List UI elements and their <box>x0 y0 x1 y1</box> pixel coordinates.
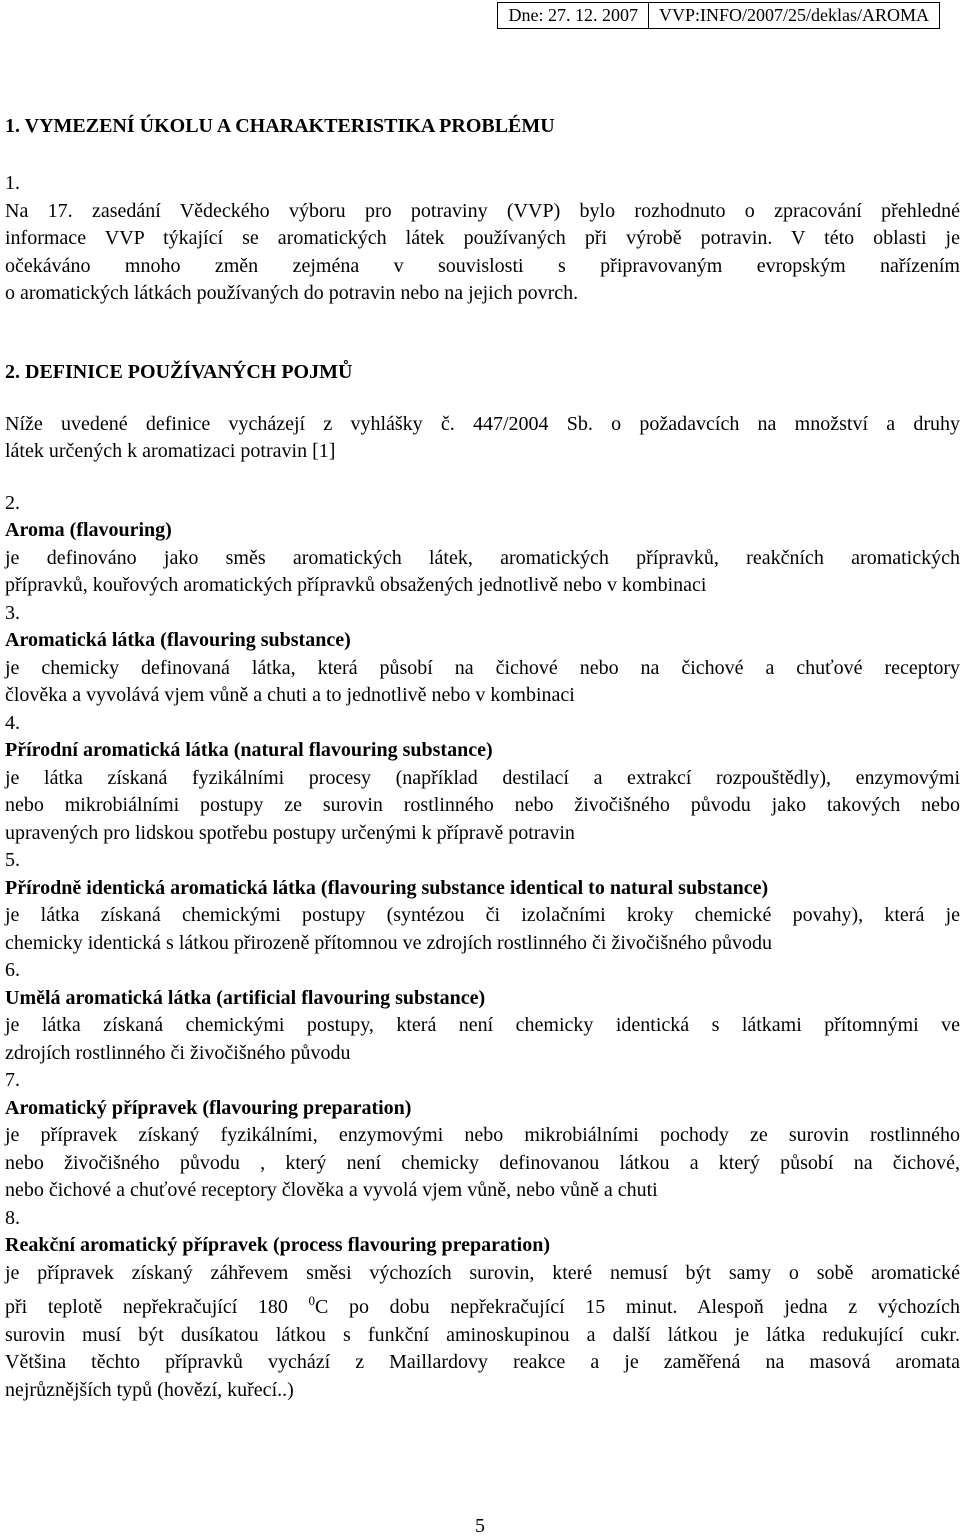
paragraph-line: očekáváno mnoho změn zejména v souvislosti s připravovaným evropským nařízením <box>5 254 960 277</box>
definition-line: surovin musí být dusíkatou látkou s funkční aminoskupinou a další látkou je látka redukující cukr. <box>5 1323 960 1346</box>
definition-line: nebo živočišného původu , který není chemicky definovanou látkou a který působí na čichové, <box>5 1151 960 1174</box>
definition-number: 7. <box>5 1069 20 1091</box>
definition-number: 5. <box>5 849 20 871</box>
definition-term: Přírodní aromatická látka (natural flavouring substance) <box>5 739 493 761</box>
definition-line: nejrůznějších typů (hovězí, kuřecí..) <box>5 1378 294 1401</box>
definition-number: 3. <box>5 601 20 624</box>
section2-intro <box>5 411 960 466</box>
definition-line: je látka získaná fyzikálními procesy (například destilací a extrakcí rozpouštědly), enzymovými <box>5 766 960 789</box>
definition-line <box>5 1287 960 1322</box>
paragraph-line: Na 17. zasedání Vědeckého výboru pro potraviny (VVP) bylo rozhodnuto o zpracování přehledné <box>5 199 960 222</box>
definition-number: 4. <box>5 711 20 734</box>
paragraph-line: Níže uvedené definice vycházejí z vyhlášky č. 447/2004 Sb. o požadavcích na množství a druhy <box>5 412 960 435</box>
definition-term: Umělá aromatická látka (artificial flavouring substance) <box>5 986 486 1009</box>
document-header <box>497 2 940 29</box>
definition-number: 8. <box>5 1206 20 1229</box>
definition-line: zdrojích rostlinného či živočišného původu <box>5 1041 351 1064</box>
definition-item <box>5 1205 960 1405</box>
definition-item <box>5 1067 960 1205</box>
definition-term: Aromatický přípravek (flavouring preparation) <box>5 1096 412 1119</box>
paragraph-line: látek určených k aromatizaci potravin [1] <box>5 440 336 462</box>
definition-number: 2. <box>5 491 20 514</box>
definition-item <box>5 490 960 600</box>
section1-number: 1. <box>5 172 20 194</box>
section1-heading: 1. VYMEZENÍ ÚKOLU A CHARAKTERISTIKA PROBLÉMU <box>5 115 555 137</box>
definition-item <box>5 600 960 710</box>
definition-line: je látka získaná chemickými postupy (syntézou či izolačními kroky chemické povahy), která je <box>5 904 960 926</box>
definition-line: nebo mikrobiálními postupy ze surovin rostlinného nebo živočišného původu jako takových nebo <box>5 794 960 816</box>
header-date: Dne: 27. 12. 2007 <box>508 5 638 25</box>
definition-line: nebo čichové a chuťové receptory člověka a vyvolá vjem vůně, nebo vůně a chuti <box>5 1179 658 1201</box>
page-number: 5 <box>475 1515 485 1537</box>
definition-line: člověka a vyvolává vjem vůně a chuti a to jednotlivě nebo v kombinaci <box>5 684 575 706</box>
definition-number: 6. <box>5 959 20 981</box>
definition-text: C po dobu nepřekračující 15 minut. Alespoň jedna z výchozích <box>315 1296 960 1318</box>
degree-superscript: 0 <box>308 1293 316 1308</box>
definition-line: chemicky identická s látkou přirozeně přítomnou ve zdrojích rostlinného či živočišného původu <box>5 931 773 954</box>
page-content <box>5 112 960 1404</box>
definition-line: Většina těchto přípravků vychází z Maillardovy reakce a je zaměřená na masová aromata <box>5 1351 960 1373</box>
definition-term: Aromatická látka (flavouring substance) <box>5 629 351 651</box>
definition-line: je přípravek získaný záhřevem směsi výchozích surovin, které nemusí být samy o sobě aromatické <box>5 1261 960 1284</box>
definition-term: Aroma (flavouring) <box>5 519 172 541</box>
definition-line: je přípravek získaný fyzikálními, enzymovými nebo mikrobiálními pochody ze surovin rostlinného <box>5 1124 960 1146</box>
definition-line: přípravků, kouřových aromatických přípravků obsažených jednotlivě nebo v kombinaci <box>5 574 707 596</box>
definition-line: upravených pro lidskou spotřebu postupy určenými k přípravě potravin <box>5 821 575 844</box>
definition-term: Přírodně identická aromatická látka (flavouring substance identical to natural substance) <box>5 876 769 899</box>
definition-item <box>5 710 960 848</box>
paragraph-line: o aromatických látkách používaných do potravin nebo na jejich povrch. <box>5 282 579 304</box>
definition-line: je chemicky definovaná látka, která působí na čichové nebo na čichové a chuťové receptory <box>5 656 960 679</box>
definition-text: při teplotě nepřekračující 180 <box>5 1296 309 1318</box>
section2-heading: 2. DEFINICE POUŽÍVANÝCH POJMŮ <box>5 360 353 383</box>
definition-term: Reakční aromatický přípravek (process flavouring preparation) <box>5 1234 550 1256</box>
section1-paragraph <box>5 198 960 308</box>
definition-line: je látka získaná chemickými postupy, která není chemicky identická s látkami přítomnými ve <box>5 1014 960 1036</box>
definitions-list <box>5 490 960 1205</box>
definition-item <box>5 847 960 957</box>
paragraph-line: informace VVP týkající se aromatických látek používaných při výrobě potravin. V této oblasti je <box>5 227 960 249</box>
definition-item <box>5 957 960 1067</box>
header-reference: VVP:INFO/2007/25/deklas/AROMA <box>648 3 939 28</box>
definition-line: je definováno jako směs aromatických látek, aromatických přípravků, reakčních aromatických <box>5 546 960 569</box>
